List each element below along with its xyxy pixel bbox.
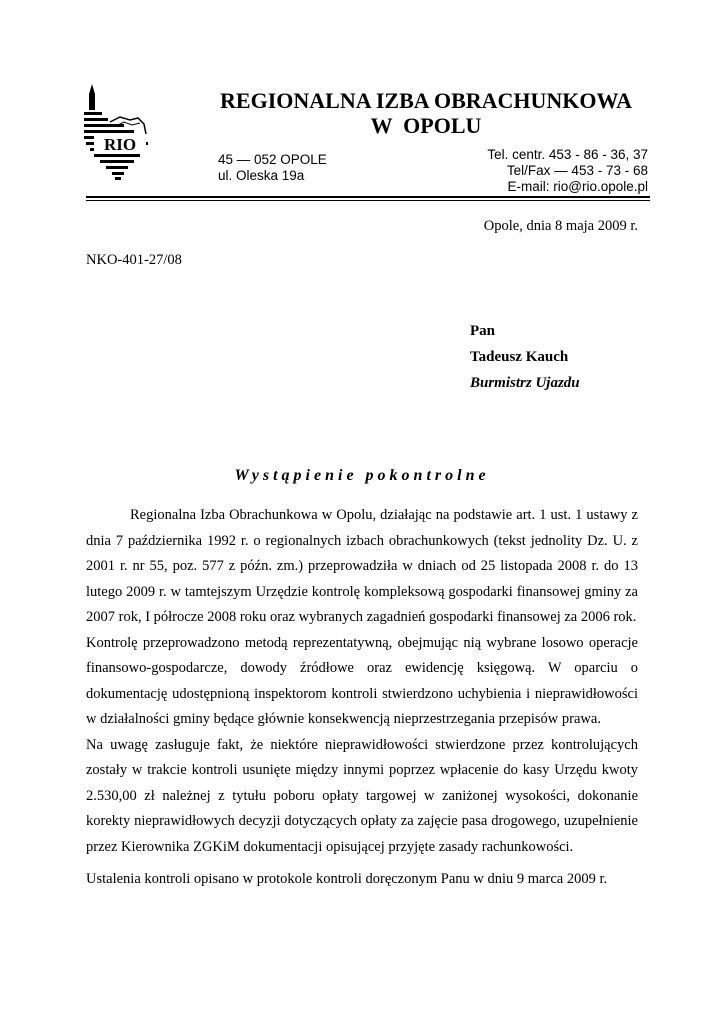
- contact-phone: Tel. centr. 453 - 86 - 36, 37: [487, 147, 648, 162]
- reference-number: NKO-401-27/08: [86, 252, 182, 268]
- body-paragraph: Na uwagę zasługuje fakt, że niektóre nieprawidłowości stwierdzone przez kontrolujących zostały w trakcie kontroli usunięte między innymi poprzez wpłacenie do kasy Urzędu kwoty 2.530,00 zł należnej z tytułu poboru opłaty targowej w zaniżonej wysokości, dokonanie korekty nieprawidłowych decyzji dotyczących opłaty za zajęcie pasa drogowego, uzupełnienie przez Kierownika ZGKiM dokumentacji opisującej przyjęte zasady rachunkowości.: [86, 736, 638, 855]
- institution-name: [170, 88, 682, 138]
- header-divider-thin: [86, 200, 650, 201]
- institution-name-line2: W OPOLU: [370, 113, 482, 138]
- rio-logo: [80, 84, 152, 184]
- contact-email: E-mail: rio@rio.opole.pl: [507, 179, 648, 194]
- body-paragraph: Kontrolę przeprowadzono metodą reprezentatywną, obejmując nią wybrane losowo operacje finansowo-gospodarcze, dowody źródłowe oraz ewidencję księgową. W oparciu o dokumentację udostępnioną inspektorom kontroli stwierdzono uchybienia i nieprawidłowości w działalności gminy będące głównie konsekwencją nieprzestrzegania przepisów prawa.: [86, 634, 638, 727]
- body-paragraph: Regionalna Izba Obrachunkowa w Opolu, działając na podstawie art. 1 ust. 1 ustawy z dnia 7 października 1992 r. o regionalnych izbach obrachunkowych (tekst jednolity Dz. U. z 2001 r. nr 55, poz. 577 z późn. zm.) przeprowadziła w dniach od 25 listopada 2008 r. do 13 lutego 2009 r. w tamtejszym Urzędzie kontrolę kompleksową gospodarki finansowej gminy za 2007 rok, I półrocze 2008 roku oraz wybranych zagadnień gospodarki finansowej za 2006 rok.: [86, 507, 638, 625]
- recipient-role: Burmistrz Ujazdu: [470, 375, 580, 391]
- address-street: ul. Oleska 19a: [218, 168, 305, 183]
- letter-subject: Wystąpienie pokontrolne: [234, 467, 490, 484]
- institution-name-line1: REGIONALNA IZBA OBRACHUNKOWA: [220, 88, 632, 113]
- body-paragraph: Ustalenia kontroli opisano w protokole kontroli doręczonym Panu w dniu 9 marca 2009 r.: [86, 871, 608, 887]
- address-postcode-city: 45 — 052 OPOLE: [218, 152, 327, 167]
- header-divider-thick: [86, 196, 650, 198]
- recipient-block: [470, 318, 580, 396]
- institution-address: [218, 152, 327, 184]
- institution-contact: [487, 147, 648, 195]
- letter-date: Opole, dnia 8 maja 2009 r.: [483, 218, 638, 234]
- contact-fax: Tel/Fax — 453 - 73 - 68: [506, 163, 648, 178]
- svg-text:RIO: RIO: [103, 135, 137, 154]
- letter-body: [86, 503, 638, 893]
- rio-emblem-icon: [80, 84, 152, 184]
- recipient-name: Tadeusz Kauch: [470, 349, 569, 365]
- recipient-salutation: Pan: [470, 323, 496, 339]
